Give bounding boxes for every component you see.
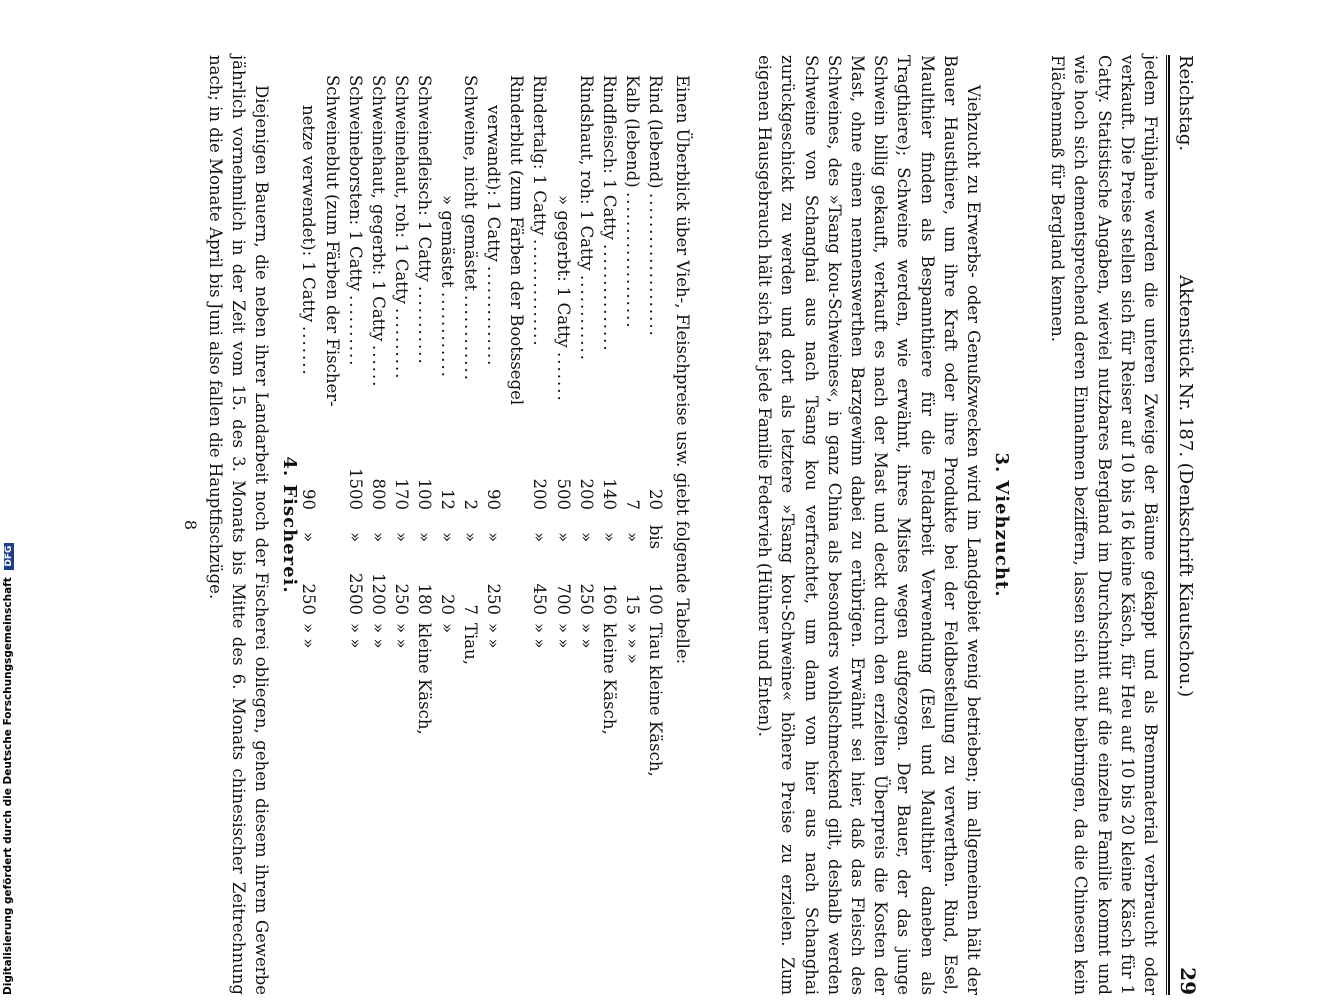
table-row (596, 55, 619, 995)
row-price-separator: » (576, 531, 596, 543)
fischerei-paragraph: Diejenigen Bauern, die neben ihrer Landarbeit noch der Fischerei obliegen, gehen diesem ihrem Gewerbe jährlich vornehmlich in der Zeit vom 15. des 3. Monats bis Mitte des 6. Monats chinesischer Zeitrechnung nach; in die Monate April bis Juni also fallen die Hauptfischzüge. (205, 55, 271, 995)
row-leader-dots: ............ (576, 275, 596, 362)
row-price-from: 90 (484, 489, 504, 510)
row-leader-dots: ........... (415, 286, 434, 366)
row-unit: Tiau, (461, 623, 481, 665)
table-row (480, 55, 503, 995)
row-label: Schweinehaut, roh: 1 Catty (391, 75, 411, 304)
row-price-from: 200 (576, 478, 596, 510)
row-price-separator: » (484, 531, 504, 543)
side-caption-text: Digitalisierung gefördert durch die Deutsche Forschungsgemeinschaft (2, 577, 14, 995)
table-row (319, 55, 342, 995)
row-unit: » » (345, 623, 365, 649)
row-leader-dots: ............... (599, 244, 619, 353)
row-price-to: 250 (576, 583, 596, 615)
row-label: Schweineborsten: 1 Catty (345, 75, 365, 292)
dfg-logo: DFG (4, 543, 14, 570)
table-row (573, 55, 596, 995)
row-label: Rind (lebend) (646, 75, 665, 189)
row-unit: » » (299, 623, 319, 649)
row-price-from: 800 (368, 478, 388, 510)
row-leader-dots: ...... (368, 345, 388, 389)
row-unit: kleine Käsch, (415, 623, 434, 735)
running-header (1170, 55, 1200, 995)
row-unit: » » » (622, 623, 642, 664)
row-price-separator: » (530, 531, 550, 543)
row-unit: kleine Käsch, (599, 623, 619, 735)
header-rule (1168, 55, 1170, 995)
row-leader-dots: .......... (345, 295, 365, 368)
row-label: Schweinehaut, gegerbt: 1 Catty (368, 75, 388, 342)
header-rule-thin (1166, 55, 1167, 995)
row-leader-dots: .......... (391, 308, 411, 381)
row-leader-dots: ............ (461, 295, 481, 382)
table-row (642, 55, 665, 995)
row-price-separator: » (622, 531, 642, 543)
table-row (434, 55, 457, 995)
row-price-to: 1200 (368, 573, 388, 615)
row-leader-dots: ....... (553, 352, 573, 403)
table-row (388, 55, 411, 995)
row-price-from: 500 (553, 478, 573, 510)
section-title-fischerei: 4. Fischerei. (279, 456, 300, 594)
table-row (342, 55, 365, 995)
row-price-from: 1500 (345, 468, 365, 510)
row-unit: » » (553, 623, 573, 649)
table-row (527, 55, 550, 995)
row-label: netze verwendet): 1 Catty (299, 105, 319, 323)
table-row (296, 55, 319, 995)
side-caption (2, 543, 14, 995)
row-price-to: 250 (391, 583, 411, 615)
header-center: Aktenstück Nr. 187. (Denkschrift Kiautschou.) (1175, 275, 1196, 698)
row-price-from: 140 (599, 478, 619, 510)
row-price-from: 12 (438, 489, 458, 510)
row-price-separator: » (415, 531, 434, 543)
row-price-to: 160 (599, 583, 619, 615)
table-intro: Einen Überblick über Vieh-, Fleischpreise usw. giebt folgende Tabelle: (673, 75, 692, 665)
row-price-to: 700 (553, 583, 573, 615)
row-price-from: 20 (646, 489, 665, 510)
table-row (457, 55, 480, 995)
row-label: Rindfleisch: 1 Catty (599, 75, 619, 240)
footer-page-number: 8 (181, 519, 200, 531)
row-price-to: 180 (415, 583, 434, 615)
row-unit: » » (368, 623, 388, 649)
row-price-to: 250 (484, 583, 504, 615)
intro-paragraph: jedem Frühjahre werden die unteren Zweige der Bäume gekappt und als Brennmaterial verbraucht oder verkauft. Die Preise stellen sich für Reiser auf 10 bis 16 kleine Käsch, für Heu auf 10 bis 20 kleine Käsch für 1 Catty. Statistische Angaben, wieviel nutzbares Bergland im Durchschnitt auf die einzelne Familie kommt und wie hoch sich dementsprechend deren Einnahmen beziffern, lassen sich nicht beibringen, da die Chinesen kein Flächenmaß für Bergland kennen. (1048, 55, 1160, 995)
row-price-separator: » (599, 531, 619, 543)
row-leader-dots: ............... (530, 239, 550, 348)
row-price-separator: » (438, 531, 458, 543)
row-price-separator: » (299, 531, 319, 543)
row-price-from: 200 (530, 478, 550, 510)
row-price-from: 2 (461, 499, 481, 510)
table-row (411, 55, 434, 995)
table-row (619, 55, 642, 995)
row-label: Schweineblut (zum Färben der Fischer- (322, 75, 342, 407)
row-price-to: 20 (438, 594, 458, 615)
row-price-separator: » (391, 531, 411, 543)
row-leader-dots: ....... (299, 326, 319, 377)
row-leader-dots: ................... (622, 192, 642, 330)
row-price-to: 15 (622, 594, 642, 615)
row-price-separator: bis (646, 524, 665, 550)
table-row (550, 55, 573, 995)
row-leader-dots: ............ (438, 292, 458, 379)
row-leader-dots: .................... (646, 193, 665, 338)
row-price-from: 170 (391, 478, 411, 510)
row-price-from: 90 (299, 489, 319, 510)
row-unit: » » (576, 623, 596, 649)
row-price-to: 250 (299, 583, 319, 615)
row-price-from: 100 (415, 478, 434, 510)
row-price-separator: » (553, 531, 573, 543)
row-label: Rindshaut, roh: 1 Catty (576, 75, 596, 271)
row-unit: » » (530, 623, 550, 649)
row-label: Schweinefleisch: 1 Catty (415, 75, 434, 282)
row-label: Schweine, nicht gemästet (461, 75, 481, 292)
row-label: Rinderblut (zum Färben der Bootssegel (507, 75, 527, 406)
row-price-to: 100 (646, 583, 665, 615)
table-row (365, 55, 388, 995)
header-left: Reichstag. (1175, 55, 1196, 152)
row-unit: » (438, 623, 458, 634)
row-leader-dots: .............. (484, 266, 504, 368)
rotated-document-page (120, 55, 1200, 995)
row-price-separator: » (345, 531, 365, 543)
row-unit: » » (391, 623, 411, 649)
row-label: » gegerbt: 1 Catty (553, 195, 573, 348)
row-unit: Tiau kleine Käsch, (646, 623, 665, 777)
row-label: » gemästet (438, 195, 458, 288)
row-price-from: 7 (622, 499, 642, 510)
row-price-separator: » (368, 531, 388, 543)
row-label: verwandt): 1 Catty (484, 105, 504, 262)
row-price-to: 7 (461, 604, 481, 615)
row-price-to: 2500 (345, 573, 365, 615)
row-price-separator: » (461, 531, 481, 543)
row-label: Rindertalg: 1 Catty (530, 75, 550, 236)
header-page-number: 29 (1176, 967, 1200, 995)
row-label: Kalb (lebend) (622, 75, 642, 188)
row-unit: » » (484, 623, 504, 649)
viehzucht-paragraph: Viehzucht zu Erwerbs- oder Genußzwecken wird im Landgebiet wenig betrieben; im allgemeinen hält der Bauer Hausthiere, um ihre Kraft oder ihre Produkte bei der Feldbestellung zu verwerthen. Rind, Esel, Maulthier finden als Bespannthiere für die Feldarbeit Verwendung (Esel und Maulthier daneben als Tragthiere); Schweine werden, wie erwähnt, ihres Mistes wegen aufgezogen. Der Bauer, der das junge Schwein billig gekauft, verkauft es nach der Mast und deckt durch den erzielten Überpreis die Kosten der Mast, ohne einen nennenswerthen Barzgewinn dabei zu erübrigen. Erwähnt sei hier, daß das Fleisch des Schweines, des »Tsang kou-Schweines«, in ganz China als besonders wohlschmeckend gilt, deshalb werden Schweine von Schanghai aus nach Tsang kou verfrachtet, um dann von hier aus nach Schanghai zurückgeschickt zu werden und dort als letztere »Tsang kou-Schweine« höhere Preise zu erzielen. Zum eigenen Hausgebrauch hält sich fast jede Familie Federvieh (Hühner und Enten). (755, 55, 983, 995)
table-row (503, 55, 526, 995)
section-title-viehzucht: 3. Viehzucht. (991, 452, 1012, 598)
row-price-to: 450 (530, 583, 550, 615)
